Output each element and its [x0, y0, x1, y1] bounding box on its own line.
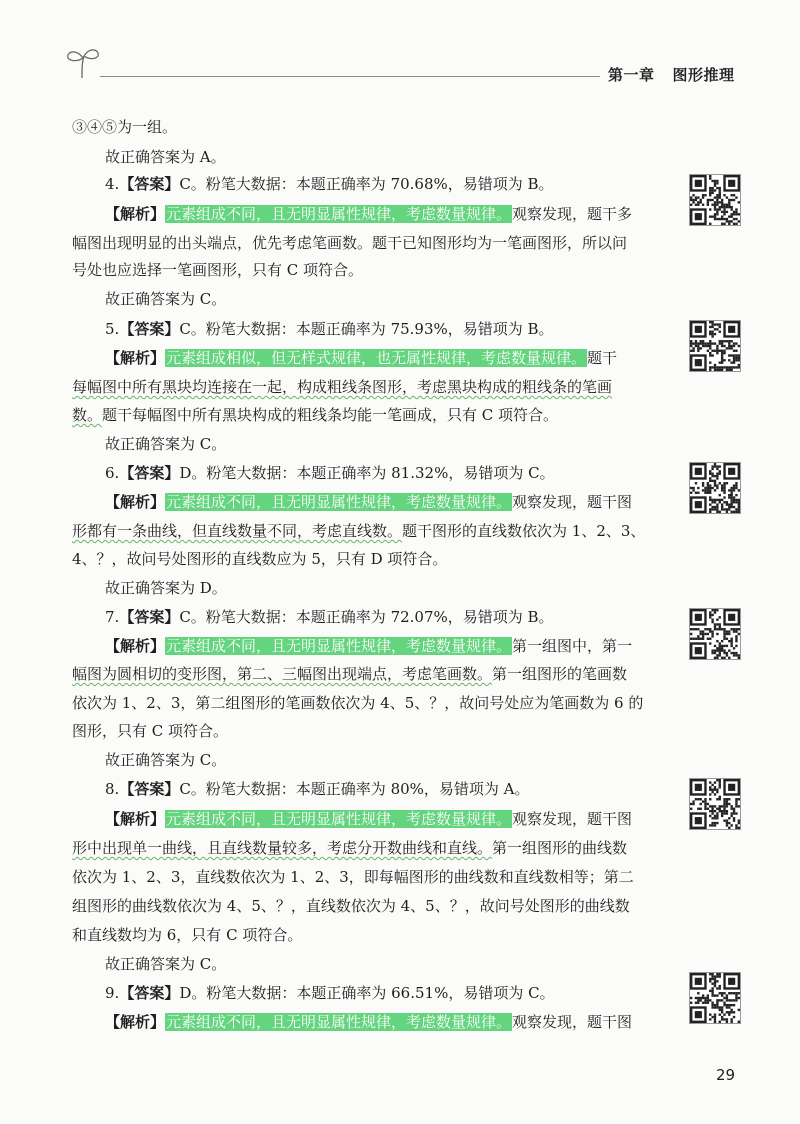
answer-tag: 【答案】	[119, 780, 180, 798]
running-header	[608, 64, 735, 85]
qr-code-q7[interactable]	[689, 608, 741, 660]
analysis-tag: 【解析】	[105, 205, 166, 223]
analysis-highlight: 元素组成不同，且无明显属性规律，考虑数量规律。	[166, 493, 512, 511]
underlined-text: 形中出现单一曲线，且直线数量较多，考虑分开数曲线和直线。	[72, 839, 493, 857]
analysis-line	[105, 203, 705, 225]
qr-pattern-icon	[690, 463, 740, 513]
page-number: 29	[716, 1066, 736, 1084]
analysis-line	[105, 491, 705, 513]
answer-conclusion: 故正确答案为 D。	[105, 579, 227, 597]
text-line: 组图形的曲线数依次为 4、5、？，直线数依次为 4、5、？，故问号处图形的曲线数	[72, 897, 630, 915]
text-line: 4、？，故问号处图形的直线数应为 5，只有 D 项符合。	[72, 550, 448, 568]
answer-line-q7	[105, 606, 705, 628]
answer-text: D。粉笔大数据：本题正确率为 66.51%，易错项为 C。	[179, 984, 555, 1002]
answer-text: C。粉笔大数据：本题正确率为 70.68%，易错项为 B。	[179, 175, 554, 193]
text-line	[72, 404, 672, 426]
analysis-text: 观察发现，题干图	[512, 493, 633, 511]
answer-tag: 【答案】	[119, 320, 180, 338]
sprout-logo-icon	[62, 42, 102, 82]
answer-text: C。粉笔大数据：本题正确率为 80%，易错项为 A。	[179, 780, 530, 798]
text-line: 依次为 1、2、3，第二组图形的笔画数依次为 4、5、？，故问号处应为笔画数为 6 的	[72, 694, 644, 712]
answer-tag: 【答案】	[119, 984, 180, 1002]
qr-pattern-icon	[690, 779, 740, 829]
answer-line-q9	[105, 982, 705, 1004]
answer-conclusion: 故正确答案为 A。	[105, 148, 226, 166]
analysis-line	[105, 347, 705, 369]
analysis-tag: 【解析】	[105, 493, 166, 511]
text-line	[72, 837, 672, 859]
plain-text: 第一组图形的曲线数	[492, 839, 628, 857]
answer-tag: 【答案】	[119, 175, 180, 193]
answer-tag: 【答案】	[119, 464, 180, 482]
answer-line-q6	[105, 462, 705, 484]
analysis-highlight: 元素组成不同，且无明显属性规律，考虑数量规律。	[166, 810, 512, 828]
qr-pattern-icon	[690, 321, 740, 371]
answer-text: C。粉笔大数据：本题正确率为 72.07%，易错项为 B。	[179, 608, 554, 626]
analysis-highlight: 元素组成不同，且无明显属性规律，考虑数量规律。	[166, 637, 512, 655]
qr-code-q6[interactable]	[689, 462, 741, 514]
analysis-tag: 【解析】	[105, 349, 166, 367]
qr-code-q8[interactable]	[689, 778, 741, 830]
plain-text: 题干每幅图中所有黑块构成的粗线条均能一笔画成，只有 C 项符合。	[102, 406, 559, 424]
answer-conclusion: 故正确答案为 C。	[105, 751, 227, 769]
qr-code-q4[interactable]	[689, 174, 741, 226]
text-line: 图形，只有 C 项符合。	[72, 722, 229, 740]
analysis-tag: 【解析】	[105, 1013, 166, 1031]
analysis-line	[105, 1011, 705, 1033]
answer-text: C。粉笔大数据：本题正确率为 75.93%，易错项为 B。	[179, 320, 554, 338]
analysis-text: 观察发现，题干多	[512, 205, 633, 223]
analysis-line	[105, 635, 705, 657]
analysis-text: 观察发现，题干图	[512, 810, 633, 828]
qr-pattern-icon	[690, 973, 740, 1023]
answer-text: D。粉笔大数据：本题正确率为 81.32%，易错项为 C。	[179, 464, 555, 482]
analysis-highlight: 元素组成不同，且无明显属性规律，考虑数量规律。	[166, 1013, 512, 1031]
answer-line-q4	[105, 173, 705, 195]
question-number: 6.	[105, 464, 120, 482]
analysis-line	[105, 808, 705, 830]
text-line: ③④⑤为一组。	[72, 118, 178, 136]
answer-conclusion: 故正确答案为 C。	[105, 435, 227, 453]
question-number: 8.	[105, 780, 120, 798]
question-number: 4.	[105, 175, 120, 193]
analysis-highlight: 元素组成相似，但无样式规律，也无属性规律，考虑数量规律。	[166, 349, 587, 367]
analysis-text: 第一组图中，第一	[512, 637, 633, 655]
answer-line-q8	[105, 778, 705, 800]
plain-text: 第一组图形的笔画数	[492, 665, 628, 683]
section-label: 图形推理	[672, 66, 735, 84]
answer-line-q5	[105, 318, 705, 340]
plain-text: 题干图形的直线数依次为 1、2、3、	[402, 522, 646, 540]
analysis-tag: 【解析】	[105, 810, 166, 828]
question-number: 5.	[105, 320, 120, 338]
text-line: 和直线数均为 6，只有 C 项符合。	[72, 926, 303, 944]
question-number: 9.	[105, 984, 120, 1002]
underlined-text: 幅图为圆相切的变形图，第二、三幅图出现端点，考虑笔画数。	[72, 665, 493, 683]
analysis-tag: 【解析】	[105, 637, 166, 655]
answer-tag: 【答案】	[119, 608, 180, 626]
text-line	[72, 663, 672, 685]
qr-pattern-icon	[690, 175, 740, 225]
header-rule	[100, 76, 600, 77]
analysis-highlight: 元素组成不同，且无明显属性规律，考虑数量规律。	[166, 205, 512, 223]
chapter-label: 第一章	[608, 66, 655, 84]
question-number: 7.	[105, 608, 120, 626]
text-line: 幅图出现明显的出头端点，优先考虑笔画数。题干已知图形均为一笔画图形，所以问	[72, 234, 628, 252]
underlined-text: 数。	[72, 406, 103, 424]
answer-conclusion: 故正确答案为 C。	[105, 290, 227, 308]
text-line: 号处也应选择一笔画图形，只有 C 项符合。	[72, 261, 364, 279]
answer-conclusion: 故正确答案为 C。	[105, 955, 227, 973]
underlined-text-line: 每幅图中所有黑块均连接在一起，构成粗线条图形，考虑黑块构成的粗线条的笔画	[72, 378, 613, 396]
qr-pattern-icon	[690, 609, 740, 659]
analysis-text: 题干	[587, 349, 618, 367]
qr-code-q5[interactable]	[689, 320, 741, 372]
qr-code-q9[interactable]	[689, 972, 741, 1024]
text-line: 依次为 1、2、3，直线数依次为 1、2、3，即每幅图形的曲线数和直线数相等；第二	[72, 868, 634, 886]
underlined-text: 形都有一条曲线，但直线数量不同，考虑直线数。	[72, 522, 403, 540]
analysis-text: 观察发现，题干图	[512, 1013, 633, 1031]
text-line	[72, 520, 672, 542]
